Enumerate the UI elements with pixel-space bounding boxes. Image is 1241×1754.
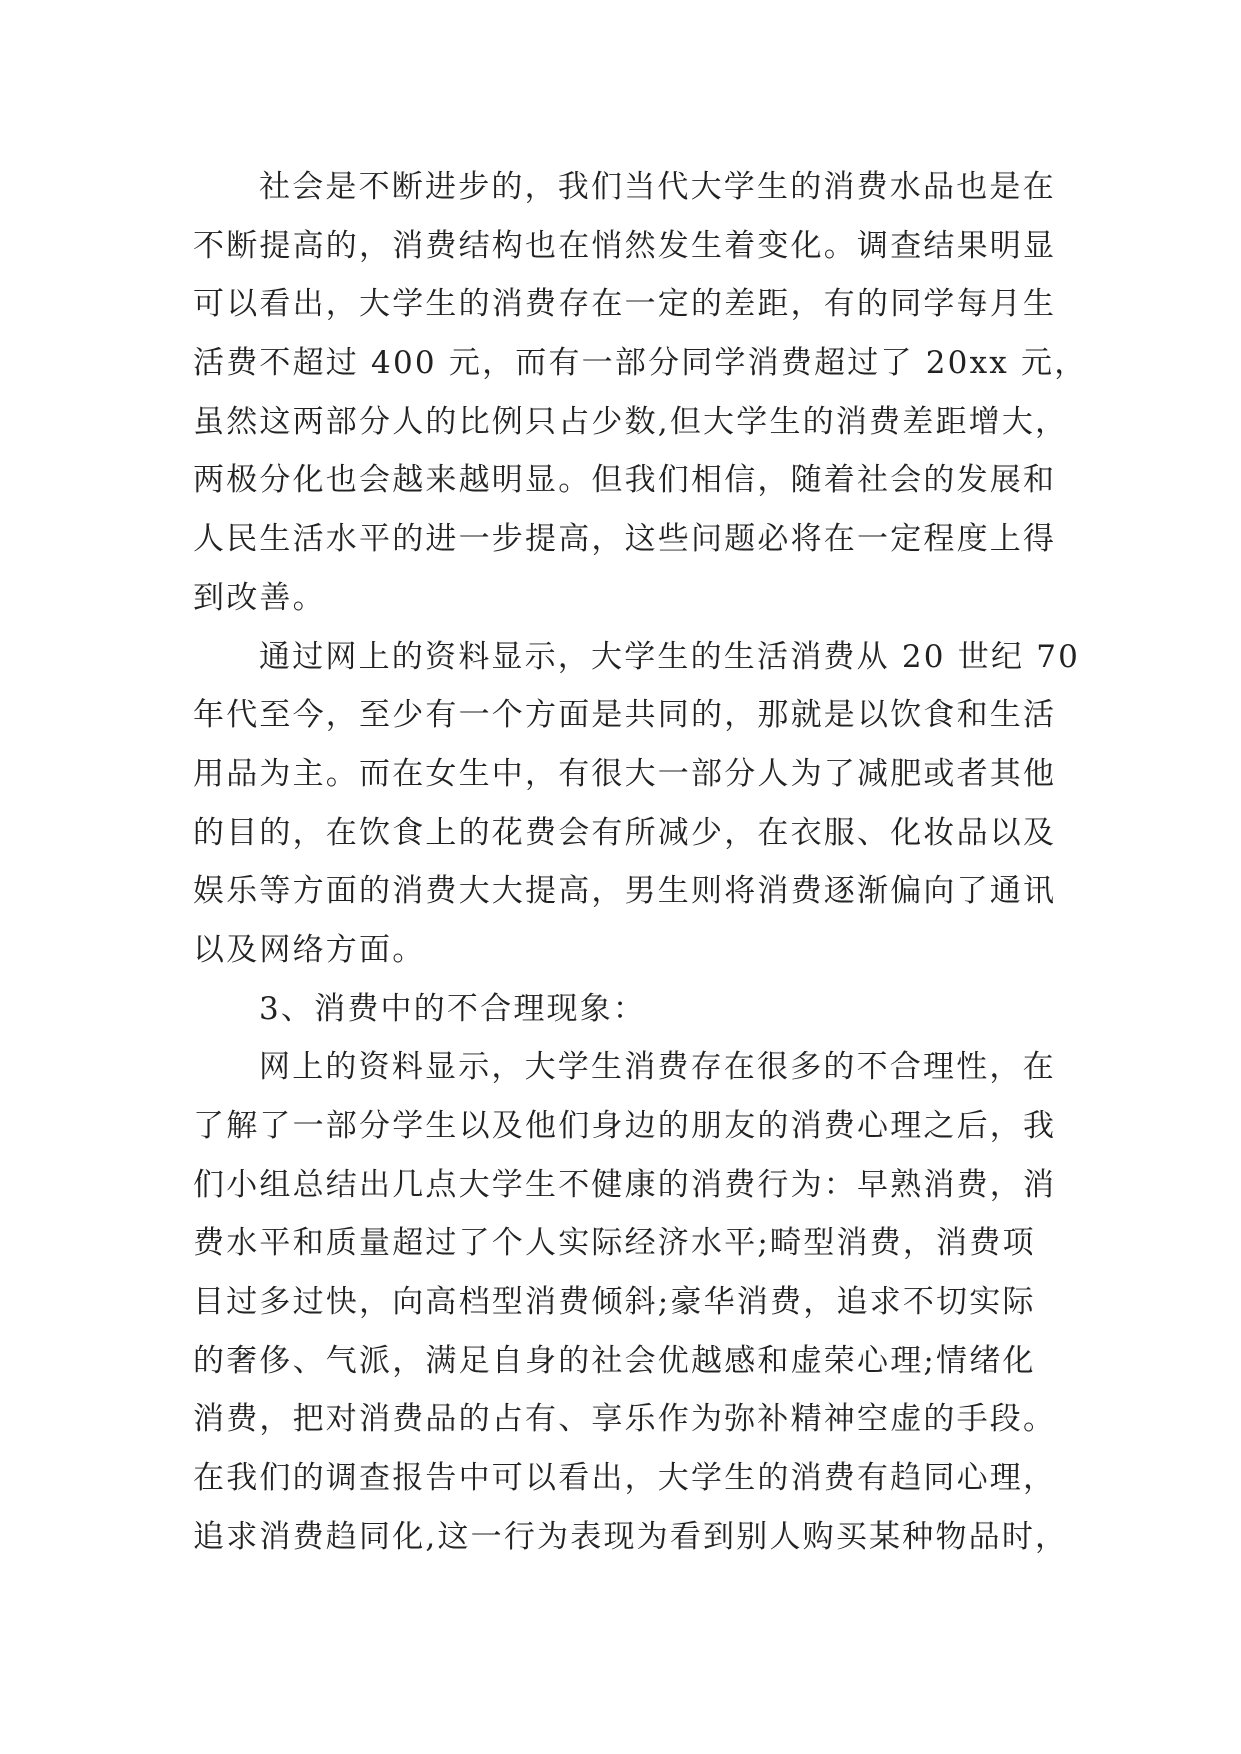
text-line: 社会是不断进步的，我们当代大学生的消费水品也是在: [259, 169, 1056, 205]
text-line: 了解了一部分学生以及他们身边的朋友的消费心理之后，我: [193, 1108, 1057, 1144]
text-line: 追求消费趋同化,这一行为表现为看到别人购买某种物品时，: [193, 1518, 1069, 1555]
text-line: 费水平和质量超过了个人实际经济水平;畸型消费，消费项: [193, 1225, 1036, 1262]
text-line: 的奢侈、气派，满足自身的社会优越感和虚荣心理;情绪化: [193, 1342, 1036, 1379]
text-line: 消费，把对消费品的占有、享乐作为弥补精神空虚的手段。: [193, 1401, 1057, 1438]
text-line: 两极分化也会越来越明显。但我们相信，随着社会的发展和: [193, 462, 1057, 499]
text-line: 在我们的调查报告中可以看出，大学生的消费有趋同心理，: [193, 1460, 1057, 1497]
text-line: 的目的，在饮食上的花费会有所减少，在衣服、化妆品以及: [193, 814, 1057, 851]
text-line: 们小组总结出几点大学生不健康的消费行为：早熟消费，消: [193, 1166, 1057, 1203]
text-line: 活费不超过 400 元，而有一部分同学消费超过了 20xx 元，: [193, 345, 1088, 382]
text-line: 网上的资料显示，大学生消费存在很多的不合理性，在: [259, 1049, 1056, 1086]
text-line: 人民生活水平的进一步提高，这些问题必将在一定程度上得: [193, 521, 1057, 558]
text-line: 娱乐等方面的消费大大提高，男生则将消费逐渐偏向了通讯: [193, 873, 1057, 910]
text-line: 通过网上的资料显示，大学生的生活消费从 20 世纪 70: [259, 638, 1081, 675]
text-line: 虽然这两部分人的比例只占少数,但大学生的消费差距增大，: [193, 403, 1069, 440]
text-line: 目过多过快，向高档型消费倾斜;豪华消费，追求不切实际: [193, 1284, 1036, 1321]
text-line: 用品为主。而在女生中，有很大一部分人为了减肥或者其他: [193, 755, 1057, 792]
body-text: [193, 158, 1088, 1567]
text-line: 不断提高的，消费结构也在悄然发生着变化。调查结果明显: [193, 227, 1057, 264]
text-line: 年代至今，至少有一个方面是共同的，那就是以饮食和生活: [193, 697, 1057, 734]
text-line: 以及网络方面。: [193, 931, 426, 968]
text-line: 3、消费中的不合理现象：: [259, 990, 647, 1027]
text-line: 到改善。: [193, 579, 326, 616]
text-line: 可以看出，大学生的消费存在一定的差距，有的同学每月生: [193, 286, 1057, 323]
